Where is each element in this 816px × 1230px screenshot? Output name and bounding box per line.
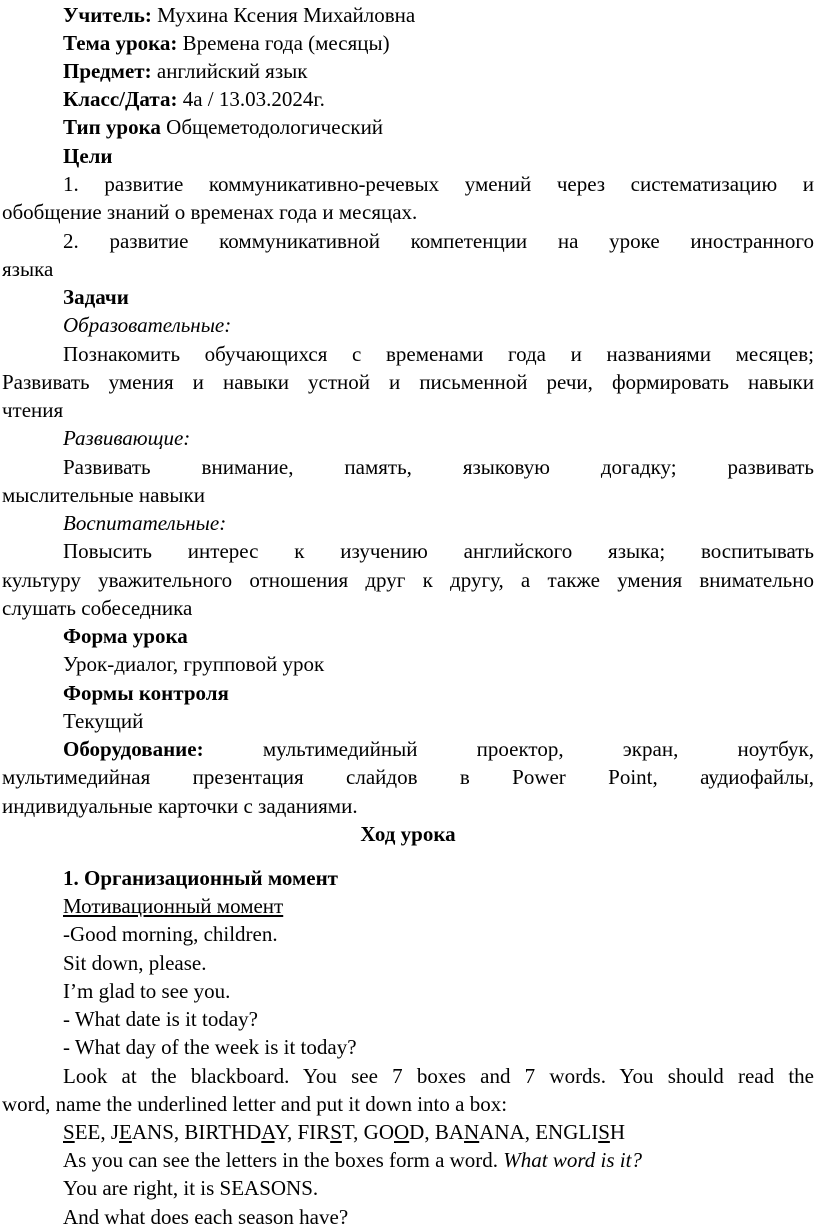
goal-2-line-2: языка [2, 257, 54, 281]
educational-line-2: Развивать умения и навыки устной и письменной речи, формировать навыки [2, 370, 814, 394]
upbringing-label: Воспитательные: [63, 511, 227, 535]
developing-line-1: Развивать внимание, память, языковую догадку; развивать [63, 455, 814, 479]
control-forms-value: Текущий [63, 709, 144, 733]
word-item: JEANS [110, 1120, 174, 1144]
lesson-type-line: Тип урока Общеметодологический [63, 115, 384, 139]
section-1-heading: 1. Организационный момент [63, 866, 338, 890]
upbringing-line-2: культуру уважительного отношения друг к другу, а также умения внимательно [2, 568, 814, 592]
educational-line-1: Познакомить обучающихся с временами года и названиями месяцев; [63, 342, 814, 366]
control-forms-heading: Формы контроля [63, 681, 229, 705]
upbringing-line-3: слушать собеседника [2, 596, 193, 620]
equipment-line-1: Оборудование: мультимедийный проектор, экран, ноутбук, [63, 737, 814, 761]
developing-label: Развивающие: [63, 426, 191, 450]
equipment-line-2: мультимедийная презентация слайдов в Power Point, аудиофайлы, [2, 765, 814, 789]
word-list: SEE, JEANS, BIRTHDAY, FIRST, GOOD, BANANA, ENGLISH [63, 1120, 626, 1144]
subject-line: Предмет: английский язык [63, 59, 308, 83]
goal-1-line-1: 1. развитие коммуникативно-речевых умений через систематизацию и [63, 172, 814, 196]
lesson-progress-title: Ход урока [360, 822, 456, 846]
season-question-line: And what does each season have? [63, 1205, 349, 1229]
topic-line: Тема урока: Времена года (месяцы) [63, 31, 390, 55]
educational-label: Образовательные: [63, 313, 232, 337]
seasons-answer-line: You are right, it is SEASONS. [63, 1176, 319, 1200]
educational-line-3: чтения [2, 398, 64, 422]
date-question-line: - What date is it today? [63, 1007, 258, 1031]
upbringing-line-1: Повысить интерес к изучению английского языка; воспитывать [63, 539, 814, 563]
word-item: ENGLISH [535, 1120, 626, 1144]
lesson-form-heading: Форма урока [63, 624, 188, 648]
class-date-line: Класс/Дата: 4а / 13.03.2024г. [63, 87, 325, 111]
letters-form-word-line: As you can see the letters in the boxes form a word. What word is it? [63, 1148, 642, 1172]
motivation-subheading: Мотивационный момент [63, 894, 284, 918]
greeting-line: -Good morning, children. [63, 922, 278, 946]
sit-down-line: Sit down, please. [63, 951, 207, 975]
developing-line-2: мыслительные навыки [2, 483, 205, 507]
blackboard-line-1: Look at the blackboard. You see 7 boxes and 7 words. You should read the [63, 1064, 814, 1088]
word-item: SEE [63, 1120, 101, 1144]
equipment-line-3: индивидуальные карточки с заданиями. [2, 794, 358, 818]
goal-2-line-1: 2. развитие коммуникативной компетенции на уроке иностранного [63, 229, 814, 253]
glad-line: I’m glad to see you. [63, 979, 231, 1003]
goal-1-line-2: обобщение знаний о временах года и месяцах. [2, 200, 418, 224]
blackboard-line-2: word, name the underlined letter and put it down into a box: [2, 1092, 508, 1116]
tasks-heading: Задачи [63, 285, 129, 309]
lesson-form-value: Урок-диалог, групповой урок [63, 652, 325, 676]
word-item: BIRTHDAY [184, 1120, 287, 1144]
teacher-line: Учитель: Мухина Ксения Михайловна [63, 3, 416, 27]
word-item: GOOD [363, 1120, 425, 1144]
word-item: BANANA [434, 1120, 525, 1144]
goals-heading: Цели [63, 144, 113, 168]
word-item: FIRST [297, 1120, 354, 1144]
weekday-question-line: - What day of the week is it today? [63, 1035, 357, 1059]
